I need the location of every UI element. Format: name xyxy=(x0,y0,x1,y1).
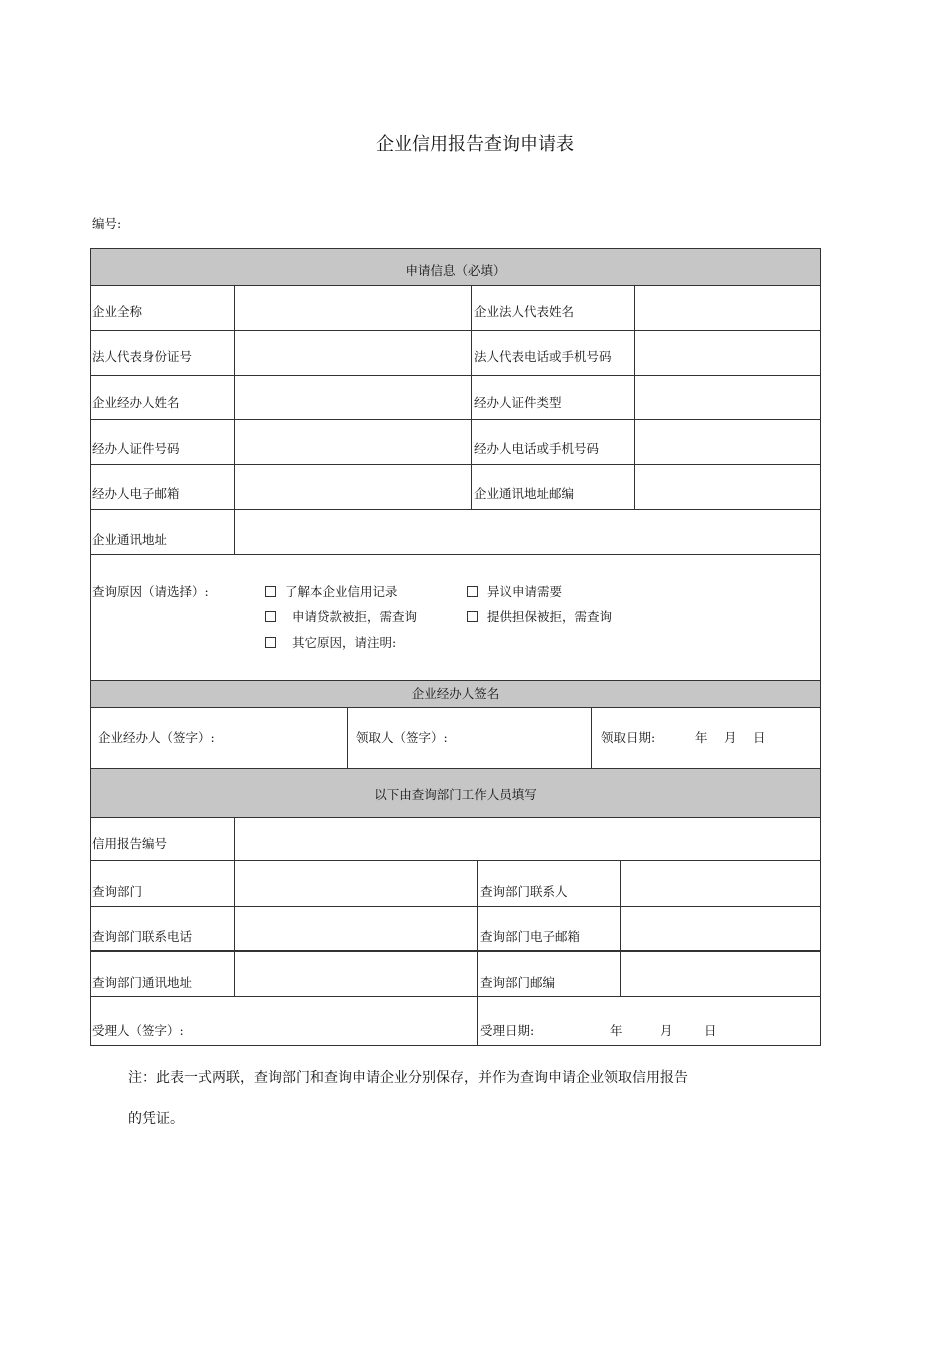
label-dept-contact: 查询部门联系人 xyxy=(480,884,568,899)
query-reason-label: 查询原因（请选择）: xyxy=(92,584,209,599)
agent-id-number-field[interactable] xyxy=(236,421,469,463)
receiver-signature-label: 领取人（签字）: xyxy=(356,730,448,745)
footnote-line-2: 的凭证。 xyxy=(128,1111,184,1127)
reason-option-loan-rejected[interactable]: 申请贷款被拒，需查询 xyxy=(265,607,417,625)
column-divider xyxy=(347,707,348,768)
row-divider xyxy=(90,509,821,510)
agent-phone-field[interactable] xyxy=(636,421,819,463)
label-dept-phone: 查询部门联系电话 xyxy=(92,929,193,944)
row-divider xyxy=(90,817,821,818)
checkbox-icon[interactable] xyxy=(467,586,478,597)
row-divider xyxy=(90,996,821,997)
company-postcode-field[interactable] xyxy=(636,466,819,508)
row-divider xyxy=(90,330,821,331)
row-divider xyxy=(90,419,821,420)
column-divider xyxy=(620,860,621,996)
apply-info-header-label: 申请信息（必填） xyxy=(405,263,506,278)
checkbox-icon[interactable] xyxy=(265,586,276,597)
column-divider xyxy=(591,707,592,768)
reason-option-guarantee-rejected[interactable]: 提供担保被拒，需查询 xyxy=(467,607,612,625)
label-company-name: 企业全称 xyxy=(92,304,143,319)
dept-header-label: 以下由查询部门工作人员填写 xyxy=(374,787,537,802)
column-divider xyxy=(234,817,235,996)
dept-phone-field[interactable] xyxy=(236,908,475,949)
legal-rep-phone-field[interactable] xyxy=(636,332,819,374)
accept-date-month: 月 xyxy=(660,1023,673,1038)
checkbox-icon[interactable] xyxy=(467,611,478,622)
acceptor-signature-label: 受理人（签字）: xyxy=(92,1023,184,1038)
label-legal-rep-id: 法人代表身份证号 xyxy=(92,349,193,364)
column-divider xyxy=(471,285,472,509)
checkbox-icon[interactable] xyxy=(265,637,276,648)
page-title: 企业信用报告查询申请表 xyxy=(376,134,574,155)
row-divider xyxy=(90,554,821,555)
label-company-address: 企业通讯地址 xyxy=(92,532,168,547)
row-divider xyxy=(90,950,821,952)
reason-option-other[interactable]: 其它原因，请注明: xyxy=(265,633,396,651)
accept-date-year: 年 xyxy=(610,1023,623,1038)
reason-option-credit-record[interactable]: 了解本企业信用记录 xyxy=(265,582,398,600)
row-divider xyxy=(90,768,821,769)
legal-rep-name-field[interactable] xyxy=(636,287,819,329)
label-agent-phone: 经办人电话或手机号码 xyxy=(474,441,600,456)
column-divider xyxy=(477,860,478,1046)
label-legal-rep-name: 企业法人代表姓名 xyxy=(474,304,575,319)
label-dept-email: 查询部门电子邮箱 xyxy=(480,929,581,944)
row-divider xyxy=(90,906,821,907)
row-divider xyxy=(90,680,821,681)
sign-header-label: 企业经办人签名 xyxy=(411,686,500,701)
accept-date-day: 日 xyxy=(704,1023,717,1038)
label-company-postcode: 企业通讯地址邮编 xyxy=(474,486,575,501)
label-dept-address: 查询部门通讯地址 xyxy=(92,975,193,990)
dept-postcode-field[interactable] xyxy=(622,953,819,995)
label-agent-id-number: 经办人证件号码 xyxy=(92,441,180,456)
column-divider xyxy=(634,285,635,509)
receive-date-label: 领取日期: xyxy=(601,730,656,745)
label-legal-rep-phone: 法人代表电话或手机号码 xyxy=(474,349,612,364)
label-report-number: 信用报告编号 xyxy=(92,836,168,851)
dept-contact-field[interactable] xyxy=(622,862,819,905)
report-number-field[interactable] xyxy=(236,819,819,859)
row-divider xyxy=(90,464,821,465)
receive-date-month: 月 xyxy=(724,730,737,745)
label-agent-email: 经办人电子邮箱 xyxy=(92,486,180,501)
row-divider xyxy=(90,707,821,708)
dept-address-field[interactable] xyxy=(236,953,475,995)
receive-date-day: 日 xyxy=(753,730,766,745)
agent-id-type-field[interactable] xyxy=(636,377,819,418)
accept-date-label: 受理日期: xyxy=(480,1023,535,1038)
column-divider xyxy=(234,285,235,555)
label-agent-id-type: 经办人证件类型 xyxy=(474,395,562,410)
row-divider xyxy=(90,285,821,286)
checkbox-icon[interactable] xyxy=(265,611,276,622)
serial-number-label: 编号: xyxy=(92,216,122,231)
label-query-dept: 查询部门 xyxy=(92,884,143,899)
agent-name-field[interactable] xyxy=(236,377,469,418)
dept-email-field[interactable] xyxy=(622,908,819,949)
label-dept-postcode: 查询部门邮编 xyxy=(480,975,556,990)
company-name-field[interactable] xyxy=(236,287,469,329)
legal-rep-id-field[interactable] xyxy=(236,332,469,374)
row-divider xyxy=(90,860,821,861)
receive-date-year: 年 xyxy=(695,730,708,745)
footnote-line-1: 注：此表一式两联，查询部门和查询申请企业分别保存，并作为查询申请企业领取信用报告 xyxy=(128,1070,688,1086)
company-address-field[interactable] xyxy=(236,511,819,553)
agent-email-field[interactable] xyxy=(236,466,469,508)
label-agent-name: 企业经办人姓名 xyxy=(92,395,180,410)
query-dept-field[interactable] xyxy=(236,862,475,905)
row-divider xyxy=(90,375,821,376)
reason-option-dispute[interactable]: 异议申请需要 xyxy=(467,582,562,600)
agent-signature-label: 企业经办人（签字）: xyxy=(98,730,215,745)
